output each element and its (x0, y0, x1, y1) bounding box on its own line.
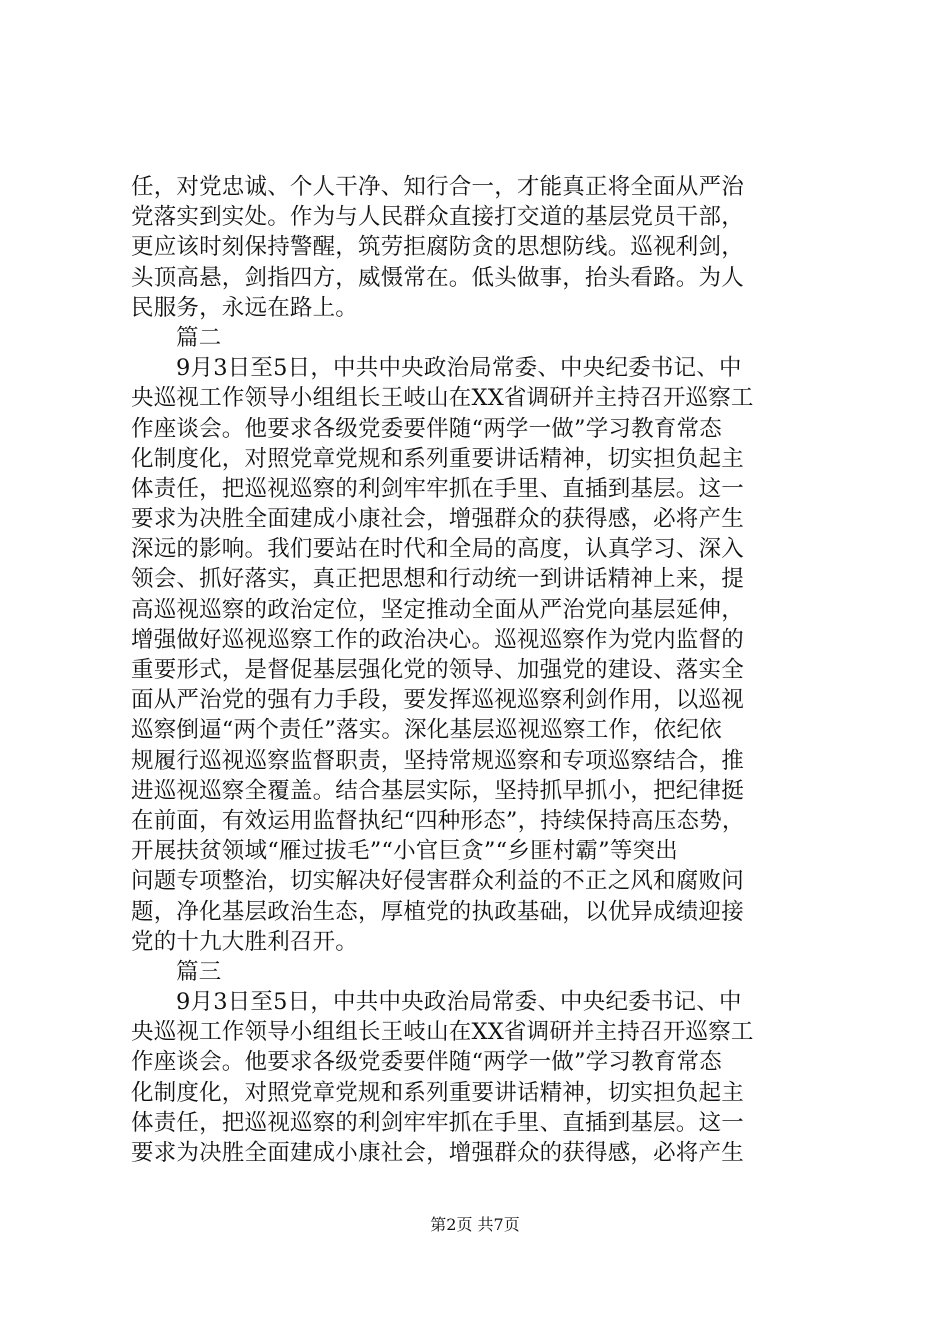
text-line: 开展扶贫领域“雁过拔毛”“小官巨贪”“乡匪村霸”等突出 (131, 838, 678, 865)
text-line: 任，对党忠诚、个人干净、知行合一，才能真正将全面从严治 (131, 174, 744, 200)
text-line: 进巡视巡察全覆盖。结合基层实际，坚持抓早抓小，把纪律挺 (131, 777, 744, 804)
document-body (131, 172, 831, 1168)
text-line: 要求为决胜全面建成小康社会，增强群众的获得感，必将产生 (131, 506, 744, 533)
text-line: 巡察倒逼“两个责任”落实。深化基层巡视巡察工作，依纪依 (131, 717, 722, 744)
text-line: 要求为决胜全面建成小康社会，增强群众的获得感，必将产生 (131, 1140, 744, 1166)
text-line: 党落实到实处。作为与人民群众直接打交道的基层党员干部， (131, 204, 744, 231)
text-line: 高巡视巡察的政治定位，坚定推动全面从严治党向基层延伸， (131, 596, 744, 623)
text-line: 党的十九大胜利召开。 (131, 928, 359, 955)
text-line: 增强做好巡视巡察工作的政治决心。巡视巡察作为党内监督的 (131, 626, 744, 653)
text-line: 化制度化，对照党章党规和系列重要讲话精神，切实担负起主 (131, 1079, 744, 1106)
text-line: 作座谈会。他要求各级党委要伴随“两学一做”学习教育常态 (131, 415, 722, 442)
text-line: 重要形式，是督促基层强化党的领导、加强党的建设、落实全 (131, 657, 744, 683)
text-line: 面从严治党的强有力手段，要发挥巡视巡察利剑作用，以巡视 (131, 687, 744, 714)
text-line: 问题专项整治，切实解决好侵害群众利益的不正之风和腐败问 (131, 868, 744, 895)
text-line: 化制度化，对照党章党规和系列重要讲话精神，切实担负起主 (131, 445, 744, 472)
paragraph-first-line: 9月3日至5日，中共中央政治局常委、中央纪委书记、中 (176, 355, 742, 382)
text-line: 体责任，把巡视巡察的利剑牢牢抓在手里、直插到基层。这一 (131, 1109, 744, 1136)
text-line: 更应该时刻保持警醒，筑劳拒腐防贪的思想防线。巡视利剑， (131, 234, 744, 261)
section-heading: 篇二 (176, 324, 222, 351)
text-line: 民服务，永远在路上。 (131, 294, 359, 321)
text-line: 规履行巡视巡察监督职责，坚持常规巡察和专项巡察结合，推 (131, 747, 744, 774)
text-line: 头顶高悬，剑指四方，威慑常在。低头做事，抬头看路。为人 (131, 264, 744, 291)
text-line: 央巡视工作领导小组组长王岐山在XX省调研并主持召开巡察工 (131, 385, 754, 412)
text-line: 作座谈会。他要求各级党委要伴随“两学一做”学习教育常态 (131, 1049, 722, 1076)
page-number-label: 第2页 共7页 (430, 1215, 520, 1234)
text-line: 体责任，把巡视巡察的利剑牢牢抓在手里、直插到基层。这一 (131, 475, 744, 502)
text-line: 在前面，有效运用监督执纪“四种形态”，持续保持高压态势， (131, 807, 745, 834)
text-line: 深远的影响。我们要站在时代和全局的高度，认真学习、深入 (131, 536, 744, 563)
paragraph-first-line: 9月3日至5日，中共中央政治局常委、中央纪委书记、中 (176, 989, 742, 1016)
page-footer (0, 1215, 950, 1235)
text-line: 题，净化基层政治生态，厚植党的执政基础，以优异成绩迎接 (131, 898, 744, 925)
text-line: 央巡视工作领导小组组长王岐山在XX省调研并主持召开巡察工 (131, 1019, 754, 1046)
text-line: 领会、抓好落实，真正把思想和行动统一到讲话精神上来，提 (131, 566, 744, 593)
section-heading: 篇三 (176, 958, 222, 985)
